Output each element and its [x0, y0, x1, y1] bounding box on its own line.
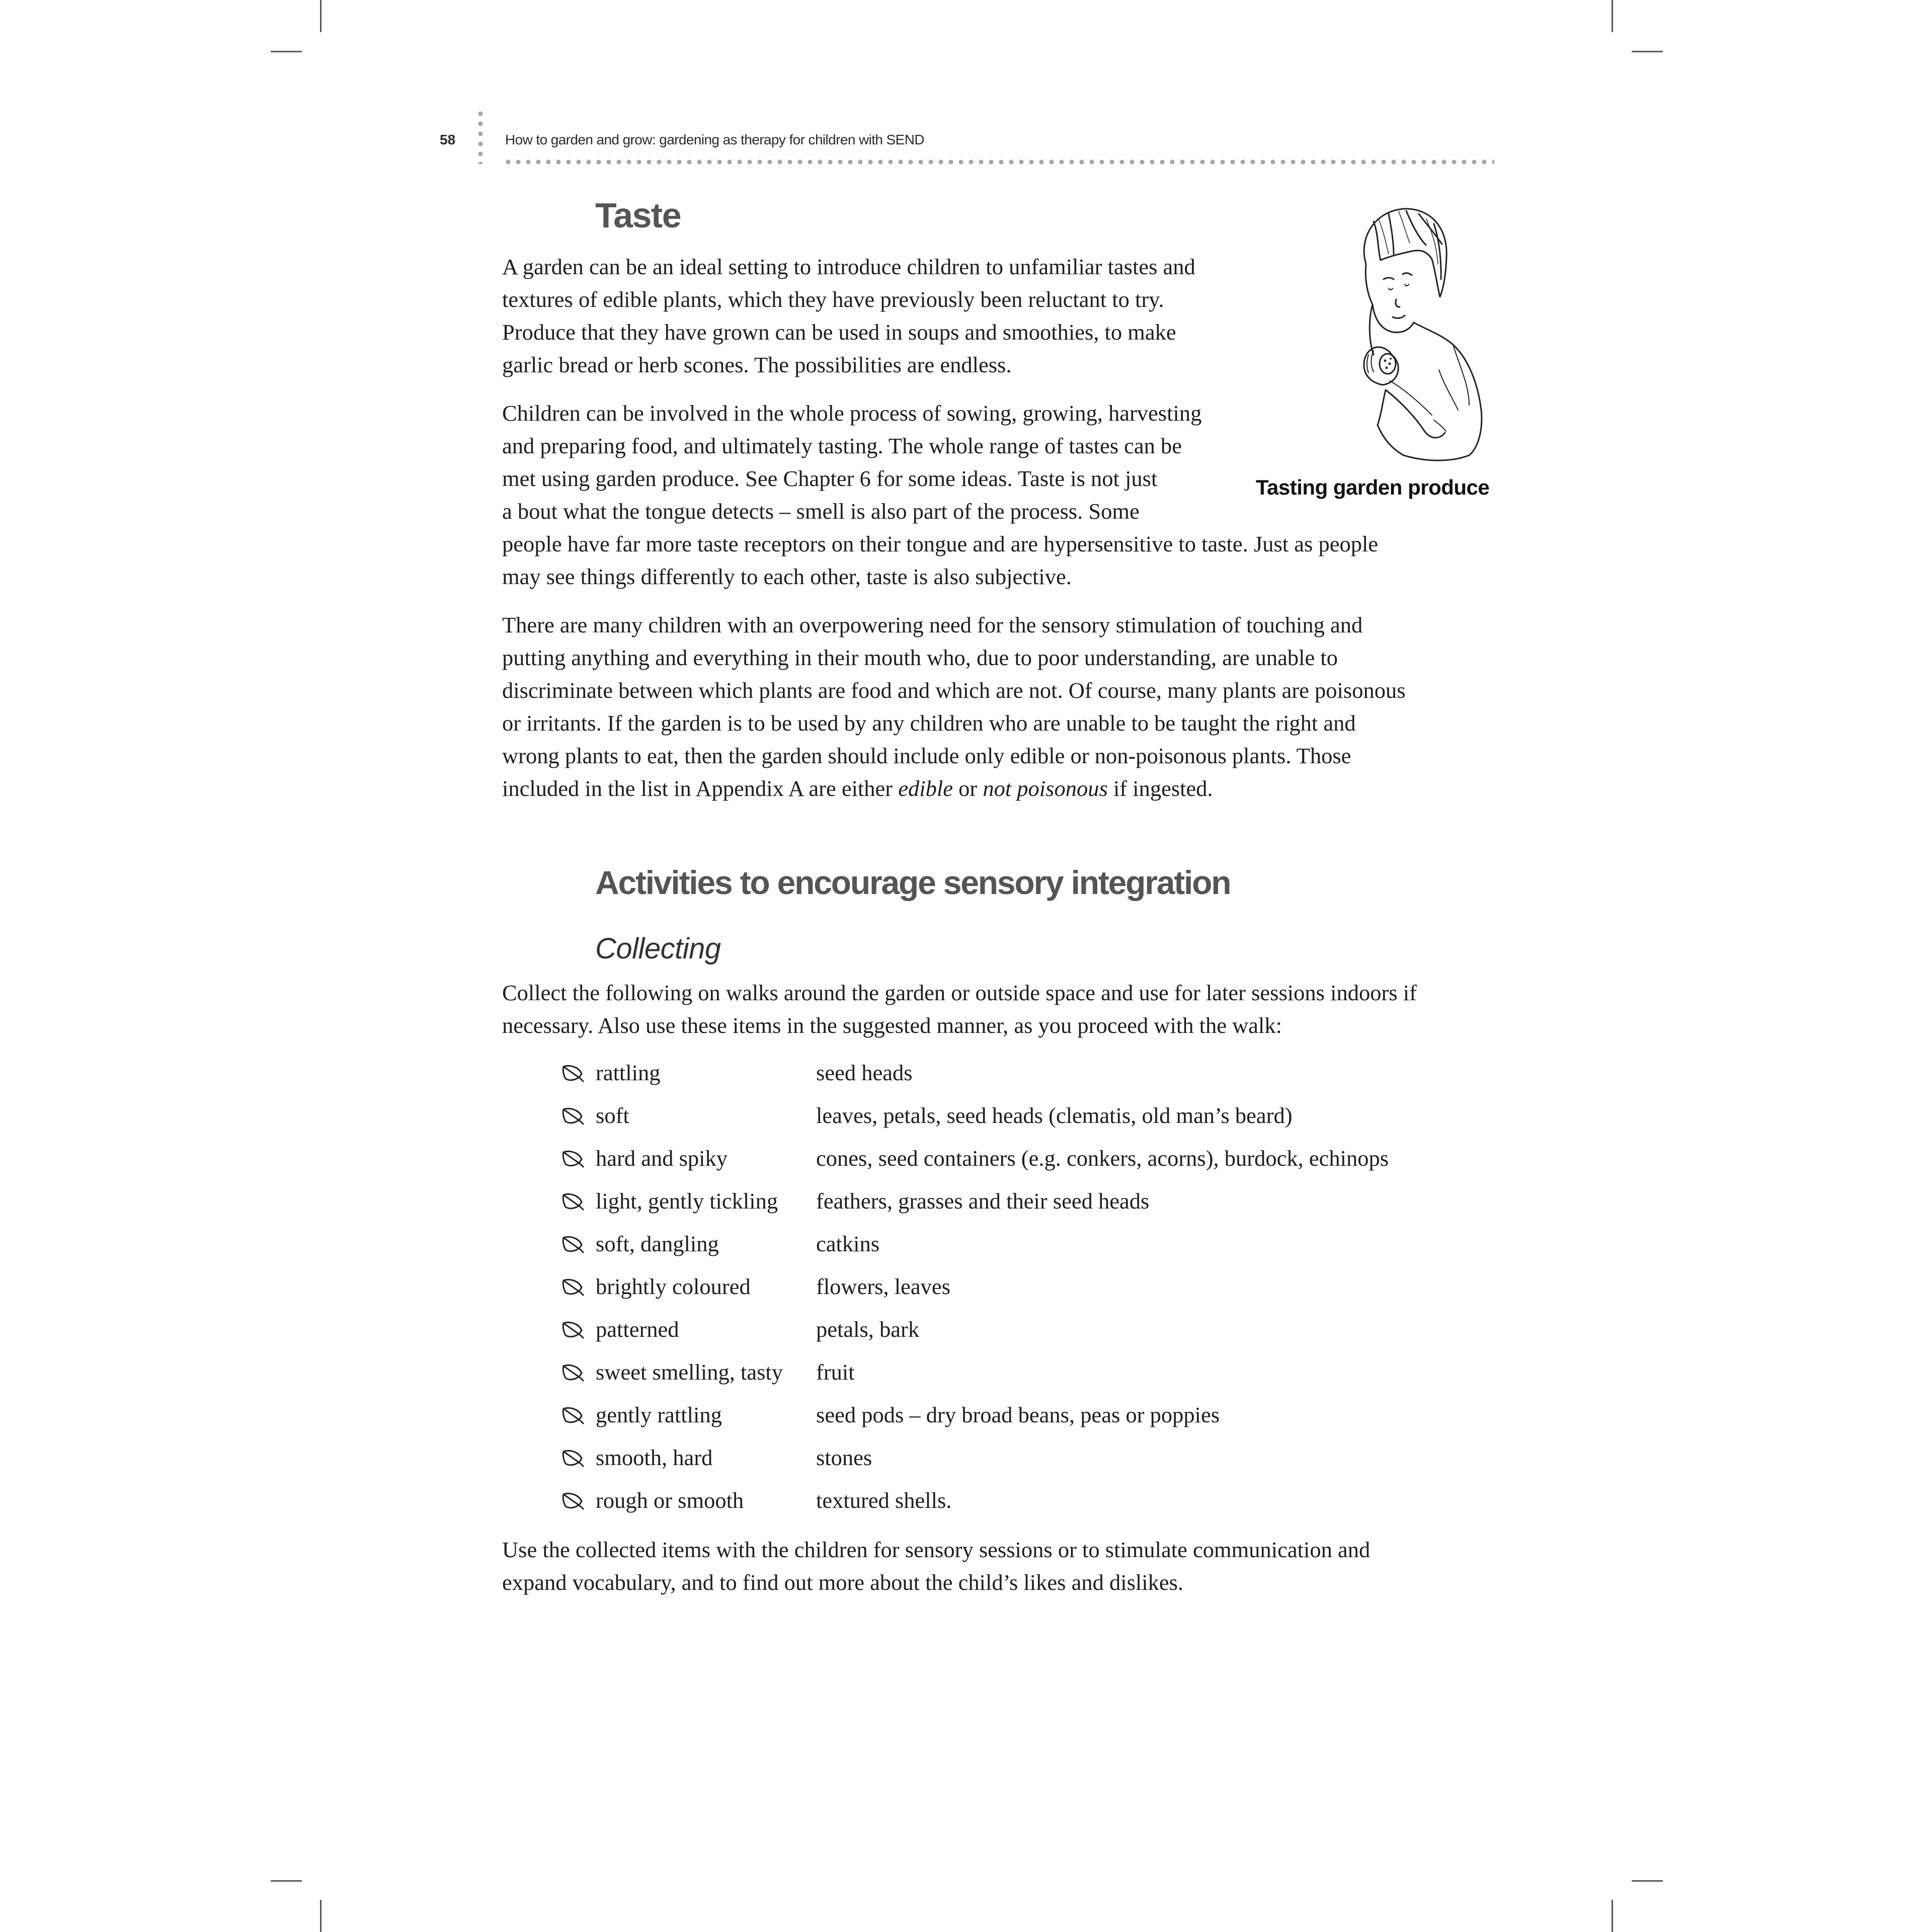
text-line: wrong plants to eat, then the garden should include only edible or non-poisonous plants. Those: [502, 743, 1351, 768]
crop-mark: [271, 1880, 302, 1882]
text-line: textures of edible plants, which they have previously been reluctant to try.: [502, 287, 1164, 312]
text-line: a bout what the tongue detects – smell is also part of the process. Some: [502, 499, 1140, 524]
item-term: brightly coloured: [596, 1274, 751, 1299]
item-description: cones, seed containers (e.g. conkers, acorns), burdock, echinops: [816, 1146, 1389, 1171]
crop-mark: [1612, 1900, 1613, 1932]
item-description: flowers, leaves: [816, 1274, 950, 1299]
item-term: hard and spiky: [596, 1146, 728, 1171]
item-description: seed heads: [816, 1060, 913, 1085]
header-dot-rule: [503, 159, 1494, 165]
collecting-intro: [502, 977, 1417, 1042]
emphasis-not-poisonous: not poisonous: [983, 776, 1108, 801]
taste-paragraph-2: [502, 397, 1378, 593]
text-run: or: [952, 776, 983, 801]
figure-caption: Tasting garden produce: [1256, 475, 1490, 499]
item-term: sweet smelling, tasty: [596, 1359, 783, 1385]
leaf-icon: [561, 1149, 585, 1169]
item-term: patterned: [596, 1317, 679, 1342]
item-description: petals, bark: [816, 1317, 920, 1342]
crop-mark: [271, 51, 302, 52]
text-line: necessary. Also use these items in the suggested manner, as you proceed with the walk:: [502, 1013, 1282, 1038]
item-description: fruit: [816, 1359, 855, 1385]
item-description: textured shells.: [816, 1488, 952, 1513]
leaf-icon: [561, 1106, 585, 1126]
leaf-icon: [561, 1406, 585, 1426]
activities-heading: Activities to encourage sensory integration: [595, 864, 1231, 901]
item-description: feathers, grasses and their seed heads: [816, 1188, 1150, 1214]
item-term: rattling: [596, 1060, 661, 1085]
leaf-icon: [561, 1363, 585, 1383]
text-line: and preparing food, and ultimately tasting. The whole range of tastes can be: [502, 433, 1182, 458]
text-line: Use the collected items with the children for sensory sessions or to stimulate communication and: [502, 1537, 1371, 1562]
crop-mark: [1632, 51, 1663, 52]
text-line-with-emphasis: [502, 772, 1406, 805]
leaf-icon: [561, 1448, 585, 1469]
text-line: or irritants. If the garden is to be used by any children who are unable to be taught the right and: [502, 710, 1356, 736]
page-number: 58: [440, 132, 456, 147]
leaf-icon: [561, 1235, 585, 1255]
child-tasting-illustration: [1318, 204, 1499, 465]
item-term: gently rattling: [596, 1402, 722, 1427]
item-term: soft: [596, 1103, 629, 1128]
text-line: garlic bread or herb scones. The possibilities are endless.: [502, 352, 1012, 377]
text-line: putting anything and everything in their mouth who, due to poor understanding, are unable to: [502, 645, 1338, 670]
text-line: discriminate between which plants are food and which are not. Of course, many plants are poisonous: [502, 678, 1406, 703]
crop-mark: [1632, 1880, 1663, 1882]
crop-mark: [320, 0, 321, 32]
item-term: rough or smooth: [596, 1488, 744, 1513]
text-line: A garden can be an ideal setting to introduce children to unfamiliar tastes and: [502, 254, 1195, 279]
taste-paragraph-3: [502, 609, 1406, 805]
running-title: How to garden and grow: gardening as therapy for children with SEND: [505, 132, 924, 147]
text-line: There are many children with an overpowering need for the sensory stimulation of touching and: [502, 612, 1363, 637]
crop-mark: [1612, 0, 1613, 32]
text-run: if ingested.: [1107, 776, 1213, 801]
text-line: may see things differently to each other, taste is also subjective.: [502, 564, 1072, 589]
item-description: stones: [816, 1445, 872, 1470]
header-dot-divider: [478, 109, 483, 164]
collecting-closing: [502, 1534, 1370, 1599]
text-line: met using garden produce. See Chapter 6 for some ideas. Taste is not just: [502, 466, 1158, 491]
leaf-icon: [561, 1064, 585, 1084]
item-term: soft, dangling: [596, 1231, 719, 1256]
text-line: Produce that they have grown can be used in soups and smoothies, to make: [502, 319, 1176, 345]
emphasis-edible: edible: [898, 776, 953, 801]
leaf-icon: [561, 1491, 585, 1511]
item-description: seed pods – dry broad beans, peas or poppies: [816, 1402, 1220, 1427]
text-line: Collect the following on walks around the garden or outside space and use for later sessions indoors if: [502, 980, 1417, 1005]
item-term: light, gently tickling: [596, 1188, 778, 1214]
text-line: expand vocabulary, and to find out more about the child’s likes and dislikes.: [502, 1570, 1184, 1595]
taste-heading: Taste: [595, 196, 681, 235]
collecting-subheading: Collecting: [595, 932, 721, 965]
text-run: included in the list in Appendix A are either: [502, 776, 899, 801]
leaf-icon: [561, 1192, 585, 1212]
leaf-icon: [561, 1277, 585, 1298]
leaf-icon: [561, 1320, 585, 1340]
text-line: Children can be involved in the whole process of sowing, growing, harvesting: [502, 400, 1202, 426]
crop-mark: [320, 1900, 321, 1932]
text-line: people have far more taste receptors on their tongue and are hypersensitive to taste. Just as people: [502, 531, 1379, 556]
item-description: leaves, petals, seed heads (clematis, old man’s beard): [816, 1103, 1293, 1128]
item-term: smooth, hard: [596, 1445, 713, 1470]
taste-paragraph-1: [502, 251, 1195, 381]
item-description: catkins: [816, 1231, 880, 1256]
